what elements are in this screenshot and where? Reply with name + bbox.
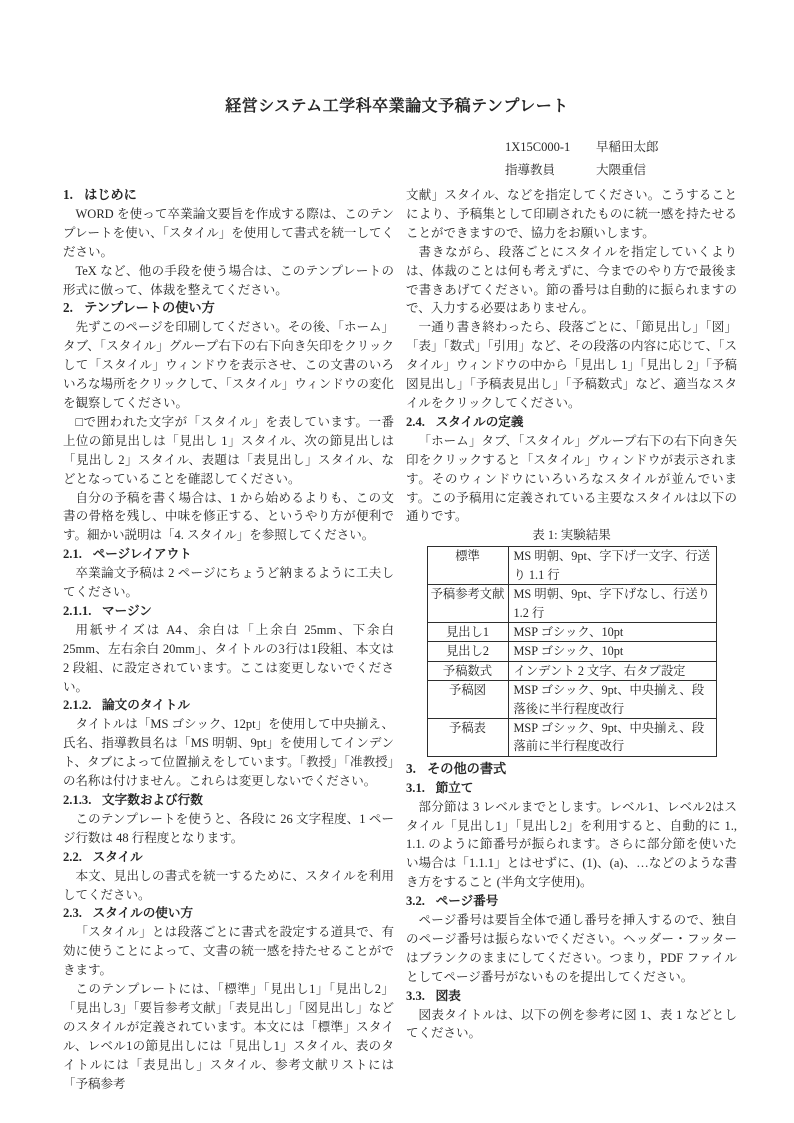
- body-paragraph: 卒業論文予稿は 2 ページにちょうど納まるように工夫してください。: [63, 566, 394, 600]
- section-label: ページレイアウト: [92, 547, 192, 562]
- style-name-cell: 予稿表: [427, 718, 508, 756]
- section-heading: [63, 791, 394, 810]
- styles-table: [427, 546, 717, 756]
- author-row: [505, 159, 659, 182]
- body-paragraph: 図表タイトルは、以下の例を参考に図 1、表 1 などとしてください。: [406, 1007, 737, 1041]
- table-row: [427, 642, 716, 661]
- section-number: 1.: [63, 187, 73, 202]
- section-label: テンプレートの使い方: [84, 300, 215, 316]
- table-row: [427, 661, 716, 680]
- style-spec-cell: MSP ゴシック、9pt、中央揃え、段落後に半行程度改行: [508, 681, 716, 719]
- body-paragraph: このテンプレートを使うと、各段に 26 文字程度、1 ページ行数は 48 行程度となります。: [63, 811, 394, 845]
- style-name-cell: 予稿数式: [427, 661, 508, 680]
- section-label: ページ番号: [435, 894, 499, 909]
- body-paragraph: 「スタイル」とは段落ごとに書式を設定する道具で、有効に使うことによって、文書の統一感を持たせることができます。: [63, 925, 394, 978]
- section-number: 3.: [406, 760, 416, 776]
- author-name: 大隈重信: [596, 163, 647, 177]
- table-row: [427, 622, 716, 641]
- style-name-cell: 予稿図: [427, 681, 508, 719]
- section-label: マージン: [102, 603, 152, 618]
- body-paragraph: □で囲われた文字が「スタイル」を表しています。一番上位の節見出しは「見出し 1」スタイル、次の節見出しは「見出し 2」スタイル、表題は「表見出し」スタイル、などとなっていることを確認してください。: [63, 414, 394, 486]
- style-name-cell: 見出し2: [427, 642, 508, 661]
- section-number: 2.1.1.: [63, 603, 92, 618]
- section-number: 2.1.: [63, 547, 82, 562]
- body-paragraph: 用紙サイズは A4、余白は「上余白 25mm、下余白 25mm、左右余白 20mm」、タイトルの3行は1段組、本文は 2 段組、に設定されています。ここは変更しないでください。: [63, 622, 394, 694]
- left-column: [63, 186, 394, 1094]
- section-number: 2.4.: [406, 414, 425, 429]
- author-row: [505, 136, 659, 159]
- body-paragraph: 自分の予稿を書く場合は、1 から始めるよりも、この文書の骨格を残し、中味を修正する、というやり方が便利です。細かい説明は「4. スタイル」を参照してください。: [63, 490, 394, 543]
- author-block: [505, 136, 659, 182]
- style-spec-cell: MS 明朝、9pt、字下げなし、行送り 1.2 行: [508, 585, 716, 623]
- section-label: スタイル: [92, 849, 143, 864]
- section-heading: [63, 696, 394, 715]
- section-heading: [63, 186, 394, 205]
- style-spec-cell: MSP ゴシック、10pt: [508, 622, 716, 641]
- table-row: [427, 585, 716, 623]
- table-row: [427, 547, 716, 585]
- section-heading: [406, 760, 737, 779]
- section-number: 3.3.: [406, 988, 425, 1003]
- body-paragraph: このテンプレートには、「標準」「見出し1」「見出し2」「見出し3」「要旨参考文献」「表見出し」「図見出し」などのスタイルが定義されています。本文には「標準」スタイル、レベル1の節見出しには「見出し1」スタイル、表のタイトルには「表見出し」スタイル、参考文献リストには「予稿参考: [63, 982, 394, 1091]
- section-number: 2.3.: [63, 906, 82, 921]
- section-heading: [63, 299, 394, 318]
- body-paragraph: 本文、見出しの書式を統一するために、スタイルを利用してください。: [63, 868, 394, 902]
- body-paragraph: 部分節は 3 レベルまでとします。レベル1、レベル2はスタイル「見出し1」「見出し2」を利用すると、自動的に 1., 1.1. のように節番号が振られます。さらに部分節を使いたい場合は「1.1.1」とはせずに、(1)、(a)、…などのような書き方をすること (半角文字使用)。: [406, 799, 737, 890]
- section-number: 3.2.: [406, 894, 425, 909]
- section-label: その他の書式: [427, 760, 507, 776]
- section-label: はじめに: [84, 187, 137, 202]
- two-column-body: [63, 186, 737, 1094]
- section-number: 2.2.: [63, 849, 82, 864]
- style-name-cell: 見出し1: [427, 622, 508, 641]
- body-paragraph: 文献」スタイル、などを指定してください。こうすることにより、予稿集として印刷されたものに統一感を持たせることができますので、協力をお願いします。: [406, 188, 737, 240]
- section-label: 文字数および行数: [102, 793, 203, 807]
- table-row: [427, 718, 716, 756]
- body-paragraph: 「ホーム」タブ、「スタイル」グループ右下の右下向き矢印をクリックすると「スタイル」ウィンドウが表示されます。そのウィンドウにいろいろなスタイルが並んでいます。この予稿用に定義されている主要なスタイルは以下の通りです。: [406, 433, 737, 524]
- section-number: 2.1.2.: [63, 698, 92, 713]
- section-heading: [406, 987, 737, 1006]
- section-heading: [406, 892, 737, 911]
- section-number: 3.1.: [406, 780, 425, 795]
- section-label: 節立て: [435, 780, 474, 795]
- section-number: 2.: [63, 300, 73, 316]
- style-spec-cell: MSP ゴシック、10pt: [508, 642, 716, 661]
- section-heading: [406, 413, 737, 432]
- style-spec-cell: インデント 2 文字、右タブ設定: [508, 661, 716, 680]
- body-paragraph: TeX など、他の手段を使う場合は、このテンプレートの形式に倣って、体裁を整えてください。: [63, 263, 394, 297]
- style-name-cell: 標準: [427, 547, 508, 585]
- section-label: スタイルの定義: [435, 414, 524, 429]
- body-paragraph: ページ番号は要旨全体で通し番号を挿入するので、独自のページ番号は振らないでください。ヘッダー・フッターはブランクのままにしてください。つまり，PDF ファイルとしてページ番号がないものを提出してください。: [406, 913, 737, 984]
- right-column: [406, 186, 737, 1094]
- section-heading: [63, 904, 394, 923]
- section-heading: [63, 545, 394, 564]
- section-number: 2.1.3.: [63, 793, 92, 807]
- document-title: 経営システム工学科卒業論文予稿テンプレート: [225, 98, 569, 115]
- body-paragraph: タイトルは「MS ゴシック、12pt」を使用して中央揃え、氏名、指導教員名は「MS 明朝、9pt」を使用してインデント、タブによって位置揃えをしています。「教授」「准教授」の名称は付けません。これらは変更しないでください。: [63, 717, 394, 789]
- author-label: 指導教員: [505, 163, 556, 177]
- body-paragraph: 先ずこのページを印刷してください。その後、「ホーム」タブ、「スタイル」グループ右下の右下向き矢印をクリックして「スタイル」ウィンドウを表示させ、この文書のいろいろな場所をクリックして、「スタイル」ウィンドウの変化を観察してください。: [63, 320, 395, 410]
- styles-table-figure: [406, 527, 737, 756]
- section-heading: [406, 779, 737, 798]
- body-paragraph: 書きながら、段落ごとにスタイルを指定していくよりは、体裁のことは何も考えずに、今までのやり方で最後まで書きあげてください。節の番号は自動的に振られますので、入力する必要はありません。: [406, 244, 737, 316]
- style-name-cell: 予稿参考文献: [427, 585, 508, 623]
- section-heading: [63, 848, 394, 867]
- section-heading: [63, 602, 394, 621]
- style-spec-cell: MS 明朝、9pt、字下げ一文字、行送り 1.1 行: [508, 547, 716, 585]
- body-paragraph: WORD を使って卒業論文要旨を作成する際は、このテンプレートを使い、「スタイル」を使用して書式を統一してください。: [63, 206, 394, 259]
- section-label: 図表: [435, 988, 461, 1003]
- table-caption: 表 1: 実験結果: [532, 528, 611, 543]
- style-spec-cell: MSP ゴシック、9pt、中央揃え、段落前に半行程度改行: [508, 718, 716, 756]
- author-label: 1X15C000-1: [505, 140, 571, 154]
- author-name: 早稲田太郎: [596, 140, 659, 154]
- table-row: [427, 681, 716, 719]
- section-label: 論文のタイトル: [102, 698, 190, 713]
- body-paragraph: 一通り書き終わったら、段落ごとに、「節見出し」「図」「表」「数式」「引用」など、その段落の内容に応じて、「スタイル」ウィンドウの中から「見出し 1」「見出し 2」「予稿図見出し」「予稿表見出し」「予稿数式」など、適当なスタイルをクリックしてください。: [406, 320, 738, 410]
- section-label: スタイルの使い方: [92, 906, 194, 921]
